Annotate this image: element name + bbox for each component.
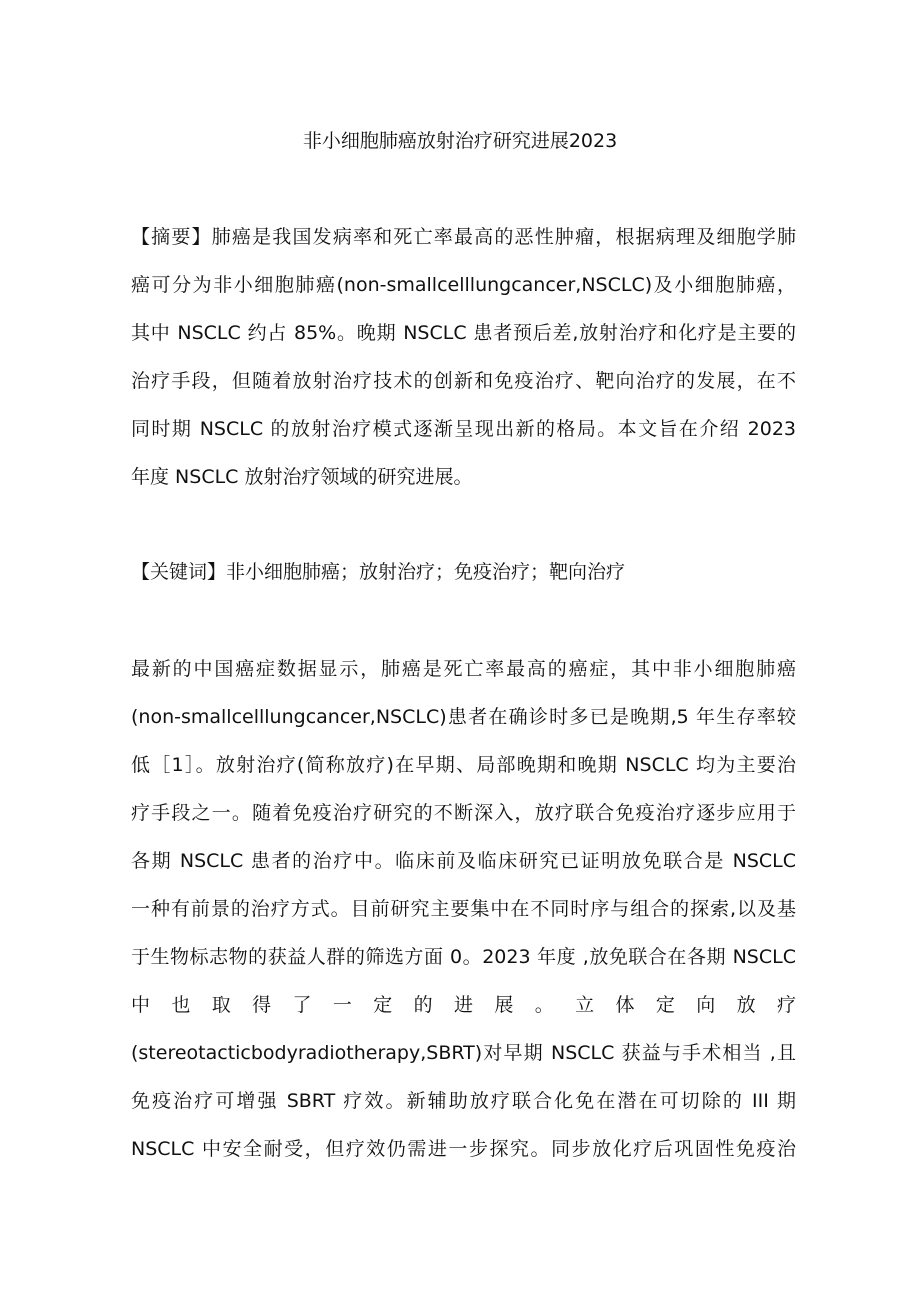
body-line: 各期 NSCLC 患者的治疗中。临床前及临床研究已证明放免联合是 NSCLC <box>131 850 796 872</box>
body-line: 最新的中国癌症数据显示，肺癌是死亡率最高的癌症，其中非小细胞肺癌 <box>131 658 796 680</box>
body-line: (stereotacticbodyradiotherapy,SBRT)对早期 NSCLC 获益与手术相当 ,且 <box>131 1042 796 1064</box>
body-paragraph <box>131 645 796 1173</box>
body-line: 于生物标志物的获益人群的筛选方面 0。2023 年度 ,放免联合在各期 NSCLC <box>131 946 796 968</box>
abstract-line: 同时期 NSCLC 的放射治疗模式逐渐呈现出新的格局。本文旨在介绍 2023 <box>131 418 796 440</box>
keywords-paragraph <box>131 548 796 596</box>
abstract-line: 年度 NSCLC 放射治疗领域的研究进展。 <box>131 466 473 488</box>
abstract-paragraph <box>131 213 796 501</box>
body-line: 疗手段之一。随着免疫治疗研究的不断深入，放疗联合免疫治疗逐步应用于 <box>131 802 796 824</box>
body-line: 免疫治疗可增强 SBRT 疗效。新辅助放疗联合化免在潜在可切除的 III 期 <box>131 1090 796 1112</box>
body-line: 中 也 取 得 了 一 定 的 进 展 。 立 体 定 向 放 疗 <box>131 994 796 1016</box>
document-title: 非小细胞肺癌放射治疗研究进展2023 <box>302 130 618 152</box>
abstract-line: 癌可分为非小细胞肺癌(non-smallcelllungcancer,NSCLC)及小细胞肺癌， <box>131 274 796 296</box>
body-line: 低［1］。放射治疗(简称放疗)在早期、局部晚期和晚期 NSCLC 均为主要治 <box>131 754 796 776</box>
abstract-line: 治疗手段，但随着放射治疗技术的创新和免疫治疗、靶向治疗的发展，在不 <box>131 370 796 392</box>
keywords-line: 【关键词】非小细胞肺癌；放射治疗；免疫治疗；靶向治疗 <box>131 561 626 583</box>
body-line: (non-smallcelllungcancer,NSCLC)患者在确诊时多已是晚期,5 年生存率较 <box>131 706 796 728</box>
abstract-line: 【摘要】肺癌是我国发病率和死亡率最高的恶性肿瘤，根据病理及细胞学肺 <box>131 226 796 248</box>
body-line: NSCLC 中安全耐受，但疗效仍需进一步探究。同步放化疗后巩固性免疫治 <box>131 1138 796 1160</box>
body-line: 一种有前景的治疗方式。目前研究主要集中在不同时序与组合的探索,以及基 <box>131 898 796 920</box>
abstract-line: 其中 NSCLC 约占 85%。晚期 NSCLC 患者预后差,放射治疗和化疗是主要的 <box>131 322 796 344</box>
